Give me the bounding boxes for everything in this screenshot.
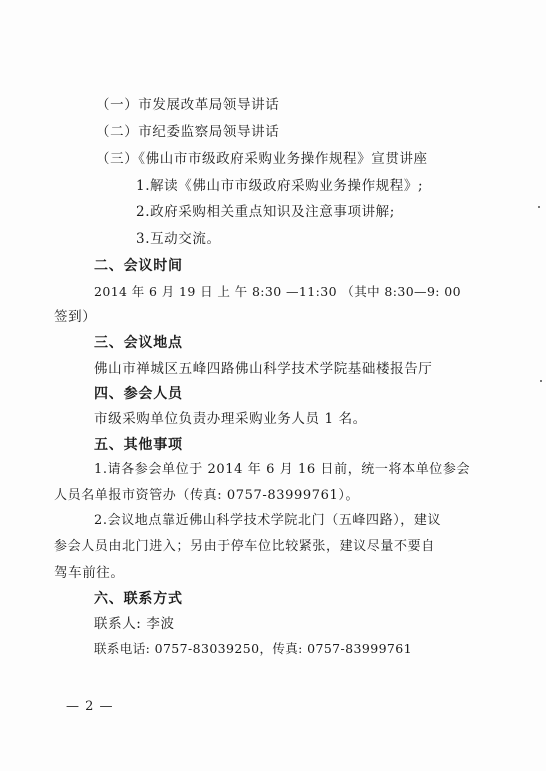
contact-phone-fax: 联系电话: 0757-83039250，传真: 0757-83999761 xyxy=(94,641,412,656)
section-heading-other: 五、其他事项 xyxy=(94,437,183,453)
other-item-1-line-1: 1.请各参会单位于 2014 年 6 月 16 日前，统一将本单位参会 xyxy=(94,462,471,477)
meeting-time-line-2: 签到） xyxy=(54,309,97,325)
other-item-1-line-2: 人员名单报市资管办（传真: 0757-83999761）。 xyxy=(54,488,360,503)
agenda-sub-item-3: 3.互动交流。 xyxy=(136,231,221,247)
meeting-time-line-1: 2014 年 6 月 19 日 上 午 8:30 —11:30 （其中 8:30—9: 00 xyxy=(94,284,461,299)
agenda-item-1: （一）市发展改革局领导讲话 xyxy=(96,97,280,113)
other-item-2-line-3: 驾车前往。 xyxy=(54,565,125,581)
agenda-sub-item-1: 1.解读《佛山市市级政府采购业务操作规程》; xyxy=(136,178,424,194)
section-heading-attendees: 四、参会人员 xyxy=(94,386,183,402)
scan-speck xyxy=(540,380,542,382)
other-item-2-line-2: 参会人员由北门进入；另由于停车位比较紧张，建议尽量不要自 xyxy=(54,539,435,554)
section-heading-time: 二、会议时间 xyxy=(94,258,183,274)
other-item-2-line-1: 2.会议地点靠近佛山科学技术学院北门（五峰四路），建议 xyxy=(94,513,442,528)
attendees-text: 市级采购单位负责办理采购业务人员 1 名。 xyxy=(94,411,367,427)
contact-person: 联系人: 李波 xyxy=(94,616,175,632)
agenda-sub-item-2: 2.政府采购相关重点知识及注意事项讲解; xyxy=(136,204,395,220)
agenda-item-3: （三）《佛山市市级政府采购业务操作规程》宣贯讲座 xyxy=(96,151,428,167)
venue-text: 佛山市禅城区五峰四路佛山科学技术学院基础楼报告厅 xyxy=(94,361,433,377)
page-number: — 2 — xyxy=(66,699,114,714)
scan-speck xyxy=(538,206,540,208)
section-heading-venue: 三、会议地点 xyxy=(94,335,183,351)
section-heading-contact: 六、联系方式 xyxy=(94,591,183,607)
agenda-item-2: （二）市纪委监察局领导讲话 xyxy=(96,124,280,140)
